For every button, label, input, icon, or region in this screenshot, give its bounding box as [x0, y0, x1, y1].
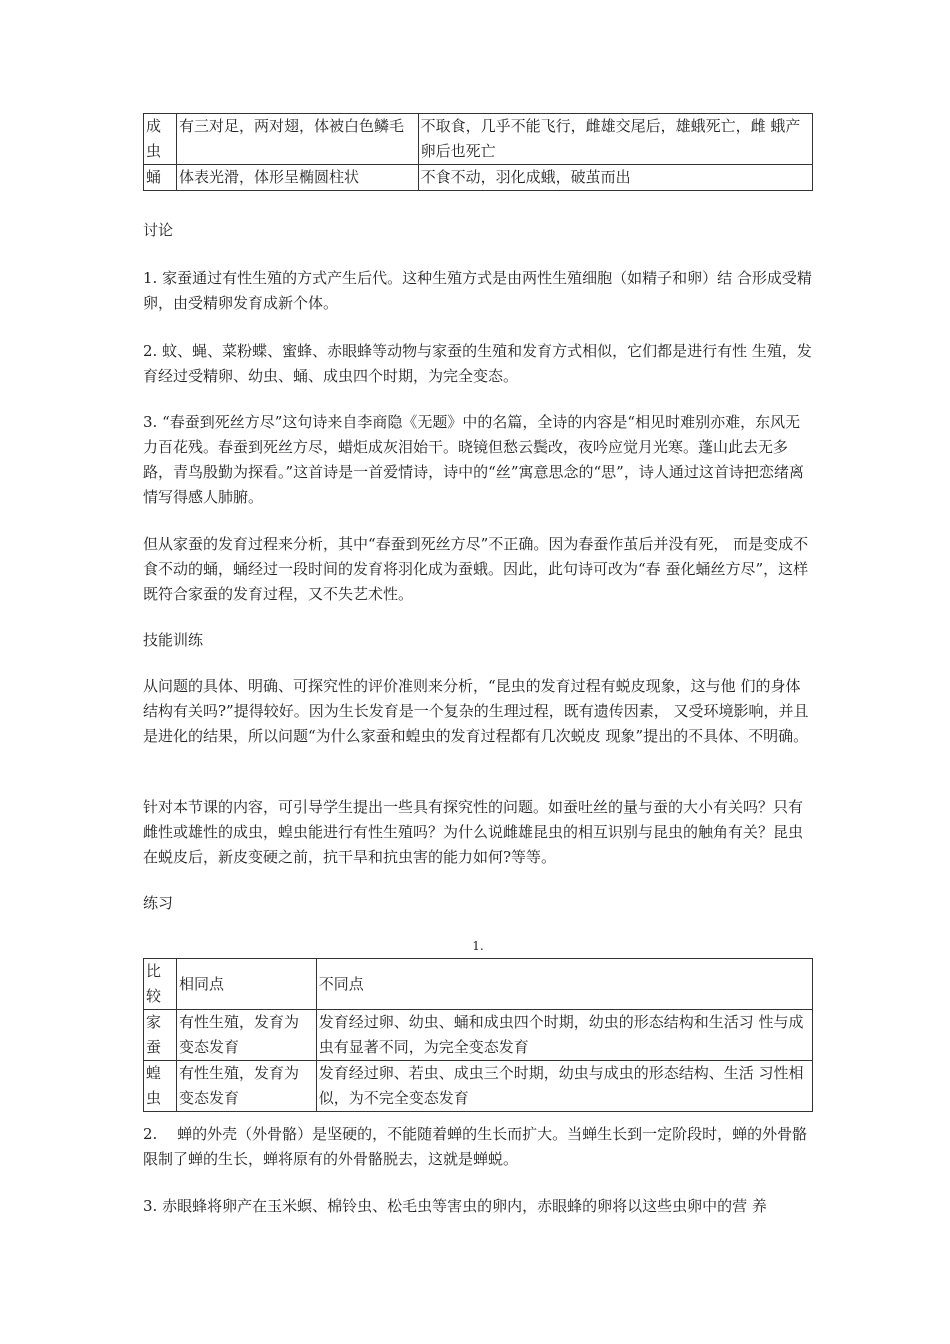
table-cell: 蝗虫: [144, 1061, 177, 1112]
table-cell: 不食不动，羽化成蛾，破茧而出: [418, 165, 812, 191]
table-header-row: [144, 959, 813, 1010]
paragraph: 3. 赤眼蜂将卵产在玉米螟、棉铃虫、松毛虫等害虫的卵内，赤眼蜂的卵将以这些虫卵中的营 养: [143, 1197, 767, 1215]
section-heading-exercise: 练习: [143, 894, 174, 912]
table-row: [144, 1061, 813, 1112]
paragraph: 针对本节课的内容，可引导学生提出一些具有探究性的问题。如蚕吐丝的量与蚕的大小有关吗？只有雌性或雄性的成虫，蝗虫能进行有性生殖吗？为什么说雌雄昆虫的相互识别与昆虫的触角有关？昆虫在蜕皮后，新皮变硬之前，抗干旱和抗虫害的能力如何?等等。: [143, 798, 804, 866]
table-cell: 蛹: [144, 165, 177, 191]
section-heading-discussion: 讨论: [143, 221, 174, 239]
comparison-table: [143, 958, 813, 1112]
paragraph: 2. 蚊、蝇、菜粉蝶、蜜蜂、赤眼蜂等动物与家蚕的生殖和发育方式相似，它们都是进行有性 生殖，发育经过受精卵、幼虫、蛹、成虫四个时期，为完全变态。: [143, 342, 812, 385]
table-cell: 家蚕: [144, 1010, 177, 1061]
section-heading-skills: 技能训练: [143, 631, 204, 649]
table-cell: 发育经过卵、若虫、成虫三个时期，幼虫与成虫的形态结构、生活 习性相似，为不完全变态发育: [316, 1061, 812, 1112]
table-row: [144, 165, 813, 191]
paragraph: 从问题的具体、明确、可探究性的评价准则来分析，“昆虫的发育过程有蜕皮现象，这与他 们的身体结构有关吗?”提得较好。因为生长发育是一个复杂的生理过程，既有遗传因素， 又受环境影响，并且是进化的结果，所以问题“为什么家蚕和蝗虫的发育过程都有几次蜕皮 现象”提出的不具体、不明确。: [143, 677, 809, 745]
development-table: [143, 113, 813, 191]
table-cell: 不取食，几乎不能飞行，雌雄交尾后，雄蛾死亡，雌 蛾产卵后也死亡: [418, 114, 812, 165]
table-row: [144, 114, 813, 165]
table-row: [144, 1010, 813, 1061]
table-cell: 有性生殖，发育为变态发育: [176, 1061, 316, 1112]
table-header-cell: 不同点: [316, 959, 812, 1010]
exercise-number: 1.: [472, 939, 484, 953]
table-header-cell: 比较: [144, 959, 177, 1010]
paragraph: 2. 蝉的外壳（外骨骼）是坚硬的，不能随着蝉的生长而扩大。当蝉生长到一定阶段时，蝉的外骨骼限制了蝉的生长，蝉将原有的外骨骼脱去，这就是蝉蜕。: [143, 1125, 808, 1168]
table-cell: 发育经过卵、幼虫、蛹和成虫四个时期，幼虫的形态结构和生活习 性与成虫有显著不同，为完全变态发育: [316, 1010, 812, 1061]
table-cell: 有性生殖，发育为变态发育: [176, 1010, 316, 1061]
table-cell: 成虫: [144, 114, 177, 165]
paragraph: 3. “春蚕到死丝方尽”这句诗来自李商隐《无题》中的名篇，全诗的内容是“相见时难别亦难，东风无力百花残。春蚕到死丝方尽，蜡炬成灰泪始干。晓镜但愁云鬓改，夜吟应觉月光寒。蓬山此去无多路，青鸟殷勤为探看。”这首诗是一首爱情诗，诗中的“丝”寓意思念的“思”，诗人通过这首诗把恋绪离情写得感人肺腑。: [143, 413, 804, 506]
paragraph: 1. 家蚕通过有性生殖的方式产生后代。这种生殖方式是由两性生殖细胞（如精子和卵）结 合形成受精卵，由受精卵发育成新个体。: [143, 269, 812, 312]
table-cell: 有三对足，两对翅，体被白色鳞毛: [176, 114, 418, 165]
table-cell: 体表光滑，体形呈椭圆柱状: [176, 165, 418, 191]
paragraph: 但从家蚕的发育过程来分析，其中“春蚕到死丝方尽”不正确。因为春蚕作茧后并没有死， 而是变成不食不动的蛹，蛹经过一段时间的发育将羽化成为蚕蛾。因此，此句诗可改为“春 蚕化蛹丝方尽”，这样既符合家蚕的发育过程，又不失艺术性。: [143, 535, 809, 603]
table-header-cell: 相同点: [176, 959, 316, 1010]
